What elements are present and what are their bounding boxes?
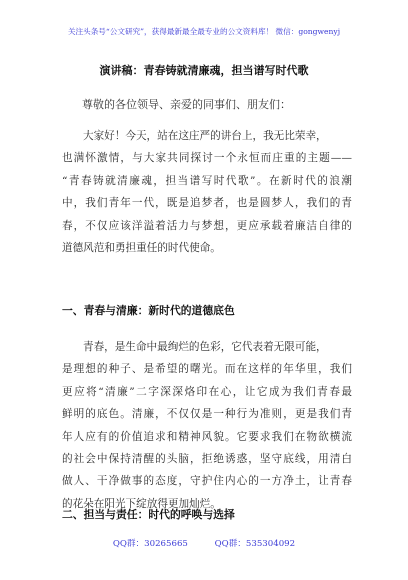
paragraph-line: 的社会中保持清醒的头脑，拒绝诱惑，坚守底线，用清白	[62, 452, 352, 465]
paragraph-line: “青春铸就清廉魂，担当谱写时代歌”。在新时代的浪潮	[62, 174, 352, 187]
paragraph-line: 春，不仅应该洋溢着活力与梦想，更应承载着廉洁自律的	[62, 219, 352, 232]
section-heading-2: 二、担当与责任：时代的呼唤与选择	[62, 508, 235, 521]
paragraph-line: 青春，是生命中最绚烂的色彩，它代表着无限可能，	[83, 341, 327, 353]
paragraph-line: 道德风范和勇担重任的时代使命。	[62, 241, 221, 254]
paragraph-line: 大家好！今天，站在这庄严的讲台上，我无比荣幸，	[83, 130, 327, 142]
footer-qq-group-1: QQ群：30265665	[112, 539, 188, 549]
paragraph-line: 做人、干净做事的态度，守护住内心的一方净土，让青春	[62, 475, 352, 488]
footer-qq-group-2: QQ群：535304092	[214, 539, 296, 549]
salutation: 尊敬的各位领导、亲爱的同事们、朋友们：	[82, 98, 291, 111]
paragraph-line: 也满怀激情，与大家共同探讨一个永恒而庄重的主题——	[62, 152, 352, 165]
section-heading-1: 一、青春与清廉：新时代的道德底色	[62, 304, 235, 317]
paragraph-youth-integrity	[62, 336, 352, 515]
paragraph-line: 是理想的种子、是希望的曙光。而在这样的年华里，我们	[62, 363, 352, 376]
paragraph-opening	[62, 125, 352, 259]
paragraph-line: 鲜明的底色。清廉，不仅仅是一种行为准则，更是我们青	[62, 408, 352, 421]
footer	[0, 537, 408, 549]
paragraph-line: 更应将“清廉”二字深深烙印在心，让它成为我们青春最	[62, 385, 352, 398]
paragraph-line: 年人应有的价值追求和精神风貌。它要求我们在物欲横流	[62, 430, 352, 443]
paragraph-line: 中，我们青年一代，既是追梦者，也是圆梦人，我们的青	[62, 197, 352, 210]
paragraph-line: 的花朵在阳光下绽放得更加灿烂。	[62, 497, 221, 510]
page-title: 演讲稿：青春铸就清廉魂，担当谱写时代歌	[99, 64, 309, 77]
header-notice: 关注头条号“公文研究”，获得最新最全最专业的公文资料库！ 微信：gongwenyj	[67, 27, 341, 36]
